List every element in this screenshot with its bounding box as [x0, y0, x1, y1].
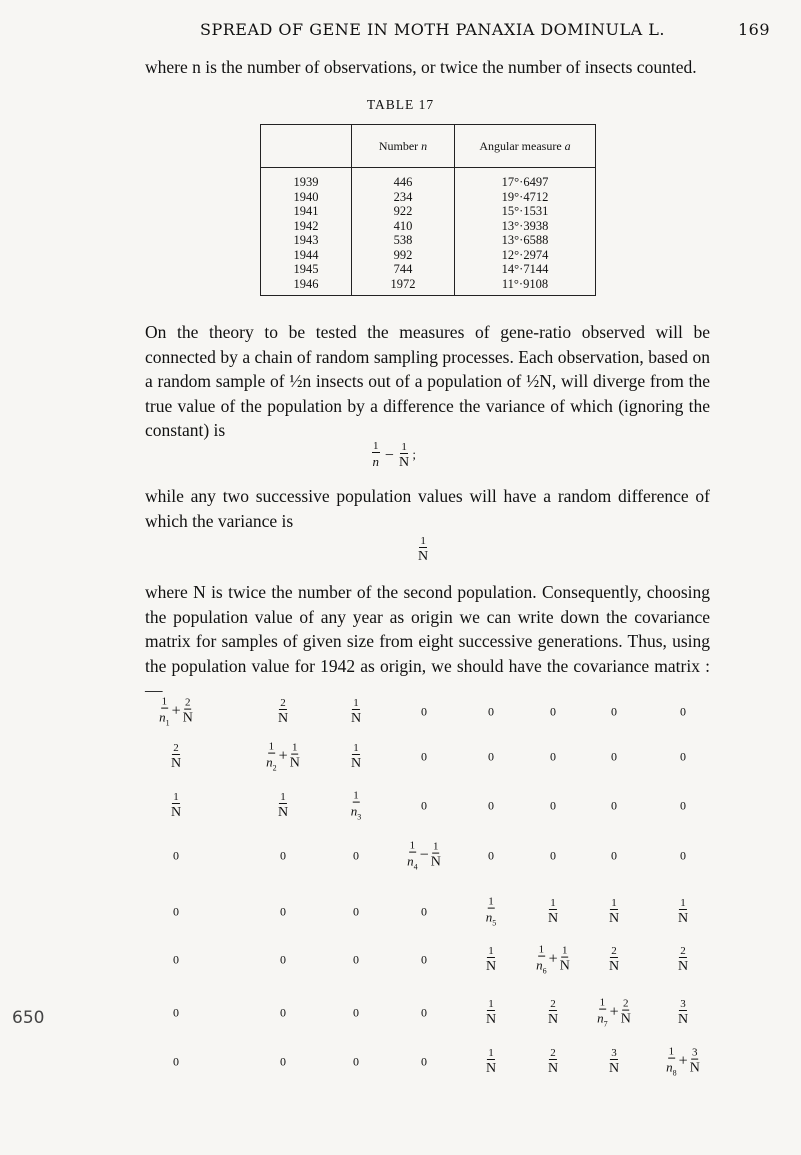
difference-variance-formula	[418, 536, 428, 564]
header-number-text: Number	[378, 138, 422, 153]
frac-num: 1	[373, 440, 379, 452]
frac-num: 1	[401, 440, 407, 453]
matrix-zero: 0	[353, 848, 359, 863]
matrix-fraction: $\frac{1}{n_1}$	[159, 695, 170, 728]
matrix-zero: 0	[353, 904, 359, 919]
table-row	[261, 262, 596, 277]
matrix-fraction: $\frac{1}{n_2}$	[266, 740, 277, 773]
running-header	[0, 20, 801, 44]
matrix-entry	[548, 999, 558, 1027]
year-cell: 1946	[261, 277, 352, 296]
matrix-zero: 0	[680, 798, 686, 813]
matrix-fraction: $\frac{2}{N}$	[182, 696, 193, 726]
matrix-fraction: $\frac{2}{N}$	[608, 945, 620, 974]
matrix-fraction: $\frac{1}{N}$	[430, 840, 441, 870]
matrix-fraction: $\frac{1}{N}$	[677, 897, 689, 926]
matrix-entry	[486, 999, 496, 1027]
matrix-zero: 0	[421, 704, 427, 719]
matrix-zero: 0	[280, 952, 286, 967]
matrix-zero: 0	[680, 848, 686, 863]
matrix-zero: 0	[550, 749, 556, 764]
matrix-zero: 0	[680, 704, 686, 719]
number-cell: 538	[352, 233, 455, 248]
matrix-zero: 0	[550, 704, 556, 719]
matrix-zero: 0	[611, 798, 617, 813]
number-cell: 410	[352, 219, 455, 234]
matrix-fraction: $\frac{2}{N}$	[547, 998, 559, 1027]
matrix-fraction: $\frac{2}{N}$	[547, 1047, 559, 1076]
angle-cell: 11°·9108	[455, 277, 596, 296]
running-title: SPREAD OF GENE IN MOTH PANAXIA DOMINULA L.	[200, 20, 665, 39]
plus-sign: +	[548, 950, 558, 968]
matrix-entry	[171, 743, 181, 771]
matrix-zero: 0	[421, 1054, 427, 1069]
table-row	[261, 219, 596, 234]
matrix-zero: 0	[173, 904, 179, 919]
matrix-zero: 0	[421, 749, 427, 764]
matrix-fraction: $\frac{1}{N}$	[289, 741, 300, 771]
matrix-entry	[351, 791, 362, 822]
matrix-entry	[171, 792, 181, 820]
matrix-diagonal-sum	[159, 697, 193, 728]
number-cell: 992	[352, 248, 455, 263]
matrix-fraction: $\frac{1}{n_5}$	[485, 895, 497, 928]
matrix-fraction: $\frac{1}{n_3}$	[350, 789, 362, 822]
paragraph-3: where N is twice the number of the second population. Consequently, choosing the population value of any year as origin we can write down the covariance matrix for samples of given size from eight successive generations. Thus, using the population value for 1942 as origin, we should have the covariance matrix :—	[145, 582, 710, 700]
frac-den: N	[418, 549, 429, 564]
minus-sign: −	[384, 446, 394, 464]
table-17	[260, 124, 596, 296]
matrix-fraction: $\frac{1}{N}$	[485, 998, 497, 1027]
matrix-fraction: $\frac{1}{N}$	[170, 791, 182, 820]
paragraph-1: On the theory to be tested the measures of gene-ratio observed will be connected by a chain of random sampling processes. Each observation, based on a random sample of ½n insects out of a population of ½N, will diverge from the true value of the population by a difference the variance of which (ignoring the constant) is	[145, 322, 710, 440]
fraction-1-over-n	[372, 441, 380, 470]
matrix-zero: 0	[280, 904, 286, 919]
matrix-zero: 0	[550, 798, 556, 813]
fraction-1-over-N	[418, 536, 428, 564]
matrix-entry	[678, 999, 688, 1027]
matrix-zero: 0	[353, 1005, 359, 1020]
matrix-diagonal-sum	[536, 945, 570, 976]
matrix-zero: 0	[488, 848, 494, 863]
matrix-fraction: $\frac{1}{N}$	[277, 791, 289, 820]
table-row	[261, 204, 596, 219]
number-cell: 744	[352, 262, 455, 277]
matrix-zero: 0	[353, 952, 359, 967]
angle-cell: 15°·1531	[455, 204, 596, 219]
matrix-zero: 0	[611, 704, 617, 719]
matrix-fraction: $\frac{1}{n_6}$	[536, 943, 547, 976]
number-cell: 922	[352, 204, 455, 219]
year-cell: 1944	[261, 248, 352, 263]
year-cell: 1940	[261, 190, 352, 205]
folio-number: 650	[12, 1008, 45, 1028]
matrix-zero: 0	[173, 848, 179, 863]
matrix-entry	[351, 698, 361, 726]
matrix-zero: 0	[611, 848, 617, 863]
matrix-zero: 0	[488, 704, 494, 719]
matrix-fraction: $\frac{1}{N}$	[485, 945, 497, 974]
number-cell: 1972	[352, 277, 455, 296]
paragraph-2: while any two successive population values will have a random difference of which the variance is	[145, 486, 710, 531]
matrix-fraction: $\frac{1}{N}$	[559, 944, 570, 974]
angle-cell: 19°·4712	[455, 190, 596, 205]
frac-num: 1	[420, 535, 426, 547]
page-number: 169	[738, 20, 771, 39]
year-cell: 1943	[261, 233, 352, 248]
matrix-fraction: $\frac{1}{N}$	[350, 697, 362, 726]
matrix-zero: 0	[353, 1054, 359, 1069]
angle-cell: 14°·7144	[455, 262, 596, 277]
matrix-zero: 0	[550, 848, 556, 863]
table-row	[261, 233, 596, 248]
angle-cell: 17°·6497	[455, 168, 596, 190]
fraction-1-over-N	[399, 442, 409, 470]
matrix-entry	[548, 1048, 558, 1076]
matrix-entry	[486, 897, 497, 928]
matrix-fraction: $\frac{2}{N}$	[277, 697, 289, 726]
matrix-entry	[609, 1048, 619, 1076]
matrix-zero: 0	[280, 848, 286, 863]
matrix-zero: 0	[173, 1054, 179, 1069]
matrix-fraction: $\frac{1}{N}$	[608, 897, 620, 926]
matrix-fraction: $\frac{3}{N}$	[677, 998, 689, 1027]
semicolon: ;	[412, 446, 417, 462]
year-cell: 1945	[261, 262, 352, 277]
year-cell: 1942	[261, 219, 352, 234]
header-number-symbol: n	[421, 138, 428, 153]
header-number	[352, 125, 455, 168]
matrix-entry	[678, 946, 688, 974]
matrix-fraction: $\frac{2}{N}$	[170, 742, 182, 771]
matrix-diagonal-sum	[266, 742, 300, 773]
frac-den: n	[372, 454, 379, 469]
matrix-entry	[609, 898, 619, 926]
number-cell: 234	[352, 190, 455, 205]
matrix-entry	[678, 898, 688, 926]
matrix-zero: 0	[421, 798, 427, 813]
matrix-entry	[351, 743, 361, 771]
header-angular-symbol: a	[564, 138, 571, 153]
year-cell: 1941	[261, 204, 352, 219]
number-cell: 446	[352, 168, 455, 190]
matrix-entry	[486, 1048, 496, 1076]
table-row	[261, 190, 596, 205]
matrix-fraction: $\frac{1}{N}$	[547, 897, 559, 926]
plus-sign: +	[609, 1003, 619, 1021]
frac-den: N	[399, 454, 410, 470]
plus-sign: +	[678, 1052, 688, 1070]
matrix-entry	[278, 792, 288, 820]
plus-sign: +	[278, 747, 288, 765]
table-row	[261, 168, 596, 190]
matrix-fraction: $\frac{1}{n_8}$	[666, 1045, 677, 1078]
matrix-zero: 0	[173, 1005, 179, 1020]
matrix-diagonal-difference	[407, 841, 441, 872]
matrix-fraction: $\frac{2}{N}$	[620, 997, 631, 1027]
matrix-fraction: $\frac{1}{N}$	[485, 1047, 497, 1076]
matrix-fraction: $\frac{3}{N}$	[689, 1046, 700, 1076]
table-caption: TABLE 17	[366, 97, 435, 112]
angle-cell: 12°·2974	[455, 248, 596, 263]
header-year	[261, 125, 352, 168]
matrix-entry	[548, 898, 558, 926]
matrix-zero: 0	[680, 749, 686, 764]
year-cell: 1939	[261, 168, 352, 190]
matrix-entry	[278, 698, 288, 726]
matrix-zero: 0	[421, 1005, 427, 1020]
matrix-zero: 0	[173, 952, 179, 967]
matrix-zero: 0	[280, 1054, 286, 1069]
intro-text: where n is the number of observations, or twice the number of insects counted.	[145, 57, 697, 77]
header-angular: Angular measure a	[455, 125, 596, 168]
matrix-fraction: $\frac{2}{N}$	[677, 945, 689, 974]
variance-formula	[372, 441, 416, 470]
matrix-fraction: $\frac{1}{n_4}$	[407, 839, 418, 872]
matrix-fraction: $\frac{1}{N}$	[350, 742, 362, 771]
table-row	[261, 277, 596, 296]
matrix-zero: 0	[488, 749, 494, 764]
matrix-entry	[486, 946, 496, 974]
plus-sign: +	[171, 702, 181, 720]
angle-cell: 13°·6588	[455, 233, 596, 248]
matrix-diagonal-sum	[666, 1047, 700, 1078]
matrix-diagonal-sum	[597, 998, 631, 1029]
matrix-entry	[609, 946, 619, 974]
table-row	[261, 248, 596, 263]
matrix-fraction: $\frac{3}{N}$	[608, 1047, 620, 1076]
matrix-zero: 0	[280, 1005, 286, 1020]
table-header-row	[261, 125, 596, 168]
matrix-zero: 0	[421, 952, 427, 967]
angle-cell: 13°·3938	[455, 219, 596, 234]
matrix-zero: 0	[488, 798, 494, 813]
matrix-zero: 0	[611, 749, 617, 764]
matrix-fraction: $\frac{1}{n_7}$	[597, 996, 608, 1029]
matrix-zero: 0	[421, 904, 427, 919]
minus-sign: −	[419, 846, 429, 864]
